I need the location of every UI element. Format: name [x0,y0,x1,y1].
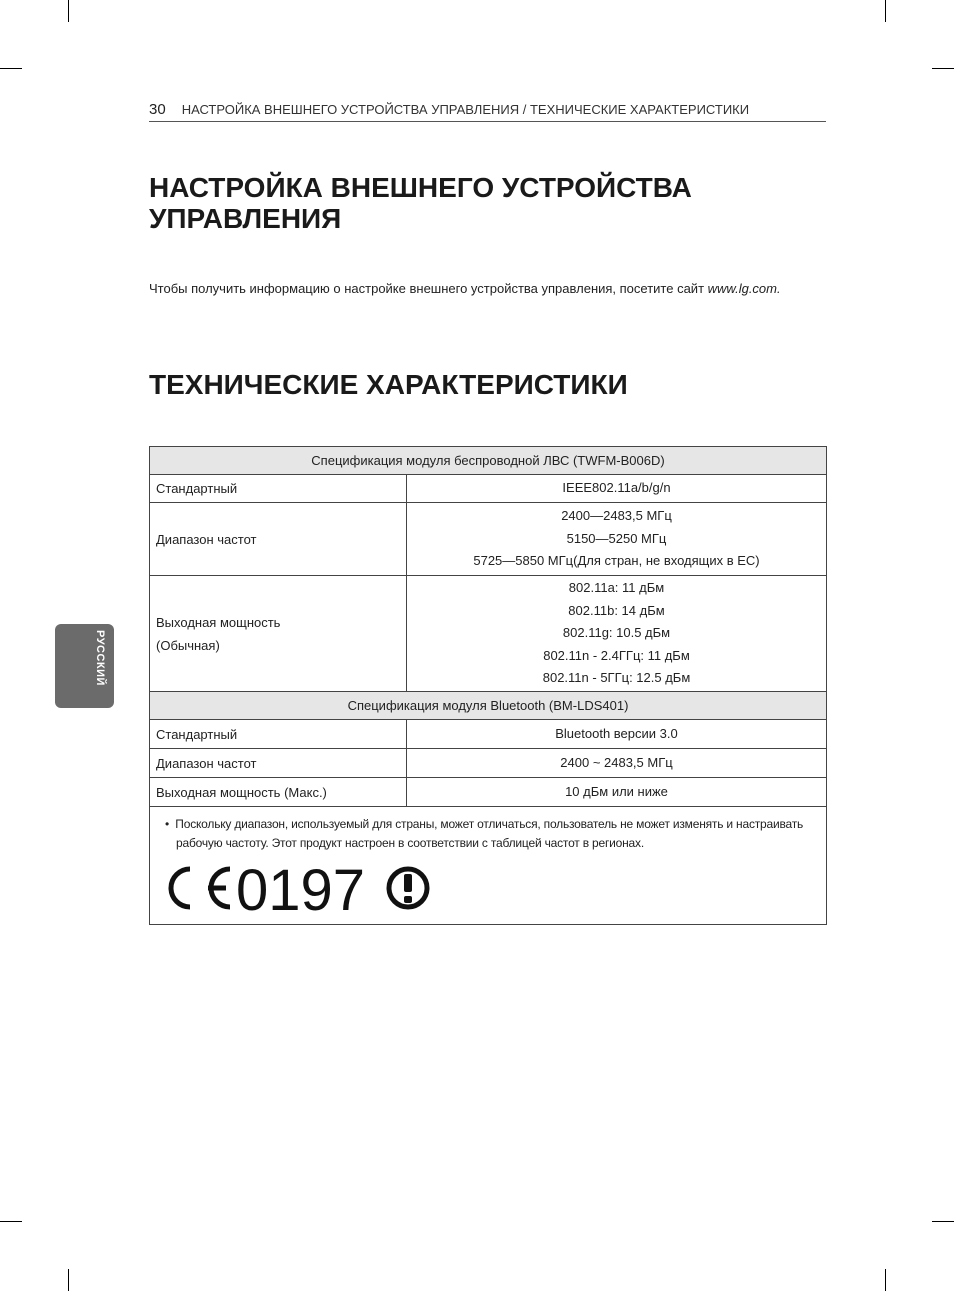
spec-row [150,749,827,778]
ce-logo-icon [171,869,230,907]
crop-mark [0,68,22,69]
spec-label-cell [150,576,407,692]
spec-label: Стандартный [156,726,238,742]
spec-value-cell [407,778,827,807]
spec-label: Диапазон частот [156,531,257,547]
regulatory-note [165,815,814,853]
spec-label-cell [150,475,407,503]
spec-section-row [150,447,827,475]
spec-label-cell [150,720,407,749]
spec-table [149,446,827,925]
spec-label-cell [150,778,407,807]
intro-text: Чтобы получить информацию о настройке внешнего устройства управления, посетите сайт [149,281,708,296]
crop-mark [932,1221,954,1222]
spec-section-row [150,692,827,720]
spec-value: 802.11b: 14 дБм [568,602,665,618]
spec-row [150,475,827,503]
spec-value-cell [407,475,827,503]
spec-label: Выходная мощность (Макс.) [156,784,327,800]
spec-row [150,720,827,749]
spec-value: 802.11g: 10.5 дБм [562,625,671,641]
spec-note-row [150,807,827,925]
title-line: УПРАВЛЕНИЯ [149,203,342,234]
page-number: 30 [149,101,166,118]
crop-mark [885,0,886,22]
spec-value: 802.11n - 5ГГц: 12.5 дБм [542,670,691,686]
spec-row [150,778,827,807]
bullet: • [165,817,170,831]
spec-row [150,576,827,692]
spec-label: (Обычная) [156,637,220,653]
spec-row [150,503,827,576]
spec-label: Стандартный [156,481,238,496]
language-tab-label: РУССКИЙ [94,630,106,686]
page-header [149,101,826,122]
ce-marking [164,859,434,919]
intro-paragraph [149,279,809,298]
spec-value: 10 дБм или ниже [565,783,668,799]
spec-value: IEEE802.11a/b/g/n [562,480,671,496]
spec-value: 802.11a: 11 дБм [568,580,665,596]
spec-value: 2400 ~ 2483,5 МГц [560,754,673,770]
spec-section-header: Спецификация модуля Bluetooth (BM-LDS401) [150,692,827,720]
section-title-specifications: ТЕХНИЧЕСКИЕ ХАРАКТЕРИСТИКИ [149,369,628,400]
crop-mark [68,0,69,22]
spec-value: Bluetooth версии 3.0 [555,725,678,741]
spec-value-cell [407,720,827,749]
spec-label: Выходная мощность [156,614,281,630]
language-tab [55,624,114,708]
lg-link[interactable]: www.lg.com. [707,281,781,296]
spec-note-cell [150,807,827,925]
spec-value: 802.11n - 2.4ГГц: 11 дБм [543,647,690,663]
spec-label-cell [150,749,407,778]
spec-value-cell [407,576,827,692]
crop-mark [885,1269,886,1291]
running-title: НАСТРОЙКА ВНЕШНЕГО УСТРОЙСТВА УПРАВЛЕНИЯ / ТЕХНИЧЕСКИЕ ХАРАКТЕРИСТИКИ [181,102,750,117]
spec-value-cell [407,749,827,778]
section-title-external-control [149,172,829,234]
spec-label-cell [150,503,407,576]
crop-mark [68,1269,69,1291]
spec-label: Диапазон частот [156,755,257,771]
crop-mark [932,68,954,69]
spec-value-cell [407,503,827,576]
ce-number: 0197 [236,859,366,919]
spec-section-header: Спецификация модуля беспроводной ЛВС (TWFM-B006D) [150,447,827,475]
alert-icon [389,869,427,907]
spec-value: 2400—2483,5 МГц [561,508,672,524]
spec-value: 5150—5250 МГц [566,530,667,546]
regulatory-note-text: Поскольку диапазон, используемый для страны, может отличаться, пользователь не может изменять и настраивать рабочую частоту. Этот продукт настроен в соответствии с таблицей частот в регионах. [175,817,804,850]
title-line: НАСТРОЙКА ВНЕШНЕГО УСТРОЙСТВА [149,172,692,203]
spec-value: 5725—5850 МГц(Для стран, не входящих в ЕС) [473,553,760,569]
crop-mark [0,1221,22,1222]
